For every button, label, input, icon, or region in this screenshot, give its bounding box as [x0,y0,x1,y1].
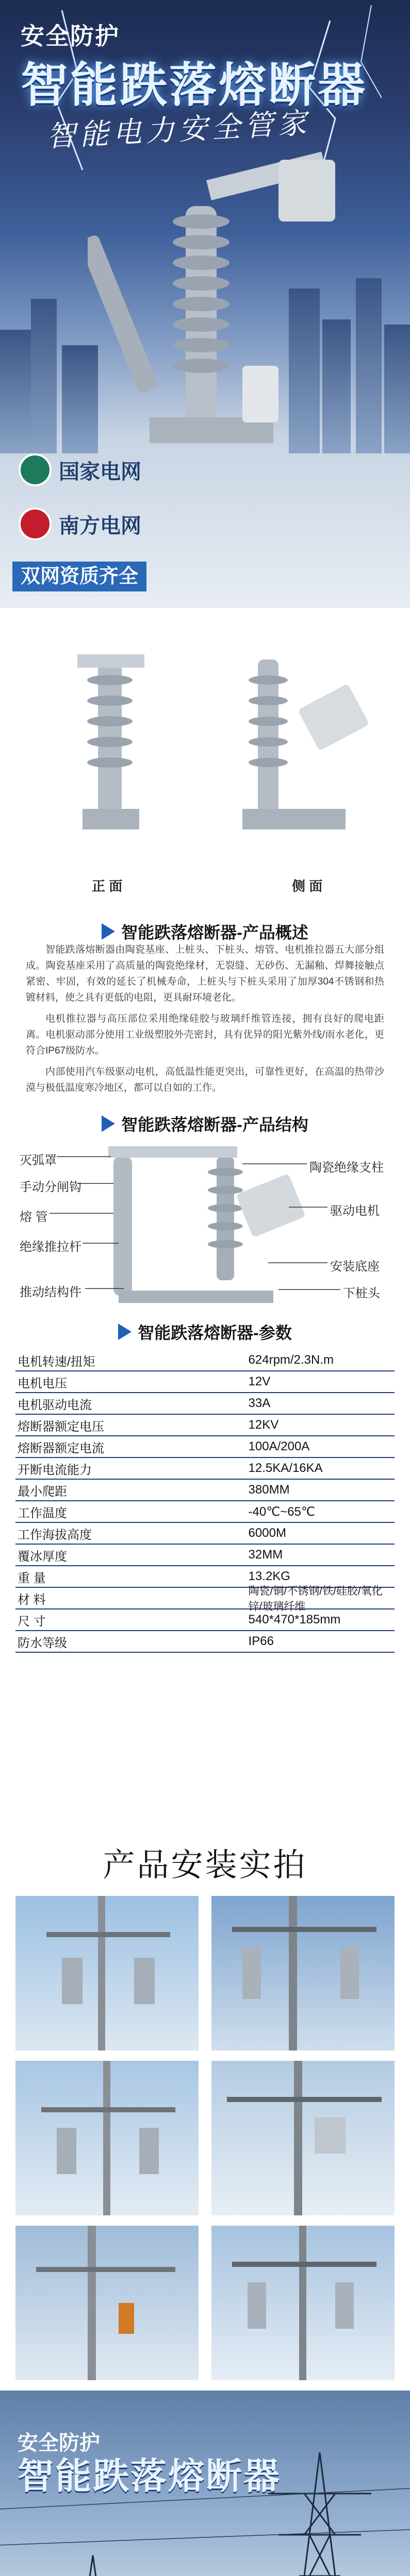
params-title: 智能跌落熔断器-参数 [138,1324,292,1342]
spec-value: 12V [248,1375,271,1388]
spec-row [15,1545,395,1566]
label-manual-hook: 手动分闸钩 [20,1180,81,1194]
hero-title: 智能跌落熔断器 [21,59,368,112]
side-view-image [227,639,392,850]
overview-paragraph: 智能跌落熔断器由陶瓷基座、上桩头、下桩头、熔管、电机推拉器五大部分组成。陶瓷基座采用了高质量的陶瓷绝缘材，无裂缝、无砂伤、无漏釉、焊舞接触点紧密、牢固，有效的延长了机械寿命，上桩头与下桩头采用了加厚304不锈钢和热镀材料，使之具有更低的电阻，更具耐环境老化。 [26,944,384,1003]
label-actuator: 推动结构件 [20,1285,81,1299]
front-view-label: 正 面 [92,878,123,894]
spec-key: 重 量 [18,1571,46,1585]
spec-value: 624rpm/2.3N.m [248,1353,334,1367]
spec-row [15,1609,395,1631]
overview-paragraph: 内部使用汽车级驱动电机，高低温性能更突出，可靠性更好，在高温的热带沙漠与极低温度寒冷地区，都可以自如的工作。 [26,1066,384,1093]
overview-paragraph: 电机推拉器与高压部位采用绝缘硅胶与玻璃纤维管连接，拥有良好的爬电距离。电机驱动部分使用工业级塑胶外壳密封，具有优异的阳光紫外线/雨水老化，更符合IP67级防水。 [26,1013,384,1056]
install-photo [15,1896,199,2050]
label-lower-terminal: 下桩头 [343,1286,380,1300]
spec-row [15,1436,395,1458]
state-grid-logo-icon [19,453,52,486]
spec-value: -40℃~65℃ [248,1504,315,1519]
hero-banner [0,0,410,608]
spec-key: 工作海拔高度 [18,1528,92,1542]
install-photo [211,2226,395,2380]
secondary-banner [0,2391,410,2576]
spec-row [15,1415,395,1436]
banner-tag: 安全防护 [18,2432,100,2454]
banner-title: 智能跌落熔断器 [18,2456,281,2496]
install-photo [211,2061,395,2215]
spec-key: 电机电压 [18,1376,67,1391]
spec-row [15,1458,395,1480]
qualification-band: 双网资质齐全 [12,562,146,591]
install-photo [15,2226,199,2380]
spec-key: 尺 寸 [18,1614,46,1629]
label-insulator-rod: 绝缘推拉杆 [20,1240,81,1254]
label-fuse-tube: 熔 管 [20,1210,48,1224]
south-grid-logo-icon [19,507,52,540]
spec-key: 覆冰厚度 [18,1549,67,1564]
logo-south-grid [19,507,141,540]
spec-key: 防水等级 [18,1636,67,1650]
overview-title: 智能跌落熔断器-产品概述 [121,923,308,942]
install-title: 产品安装实拍 [103,1848,307,1883]
side-view-label: 侧 面 [292,878,323,894]
logo-label: 国家电网 [59,460,141,483]
hero-slogan: 智能电力安全管家 [45,106,311,154]
spec-row [15,1501,395,1523]
front-view-image [41,644,181,850]
spec-row [15,1585,395,1613]
spec-key: 材 料 [18,1592,46,1607]
spec-key: 熔断器额定电压 [18,1419,104,1434]
spec-row [15,1480,395,1501]
label-ceramic-support: 陶瓷绝缘支柱 [309,1161,384,1175]
logo-label: 南方电网 [59,514,141,537]
spec-key: 熔断器额定电流 [18,1441,104,1455]
structure-title: 智能跌落熔断器-产品结构 [121,1115,308,1134]
spec-value: 12KV [248,1418,279,1432]
spec-row [15,1350,395,1371]
spec-key: 最小爬距 [18,1484,67,1499]
install-heading [0,1808,410,1896]
spec-value: 33A [248,1396,271,1410]
spec-key: 工作温度 [18,1506,67,1520]
arrow-right-icon [102,1115,115,1132]
spec-row [15,1631,395,1653]
hero-tag: 安全防护 [21,23,120,49]
label-mount-base: 安装底座 [330,1260,380,1274]
spec-value: 380MM [248,1483,290,1497]
spec-key: 开断电流能力 [18,1463,92,1477]
install-photo [15,2061,199,2215]
spec-key: 电机驱动电流 [18,1398,92,1412]
install-photo [211,1896,395,2050]
params-heading [0,1320,410,1344]
spec-value: 12.5KA/16KA [248,1461,323,1475]
spec-value: 100A/200A [248,1439,310,1453]
spec-value: 6000M [248,1526,286,1540]
logo-state-grid [19,453,141,486]
spec-value: 13.2KG [248,1569,290,1583]
label-arc-hood: 灭弧罩 [20,1154,57,1167]
spec-value: IP66 [248,1634,274,1648]
spec-key: 电机转速/扭矩 [18,1354,95,1369]
spec-value: 32MM [248,1548,283,1562]
label-drive-motor: 驱动电机 [330,1204,380,1218]
spec-value: 540*470*185mm [248,1613,341,1626]
overview-heading [0,920,410,943]
product-views [0,608,410,917]
spec-row [15,1523,395,1545]
spec-row [15,1371,395,1393]
spec-row [15,1393,395,1415]
arrow-right-icon [102,923,115,940]
spec-value: 陶瓷/铜/不锈钢/铁/硅胶/氧化锌/玻璃纤维 [248,1585,383,1613]
spec-table [15,1350,395,1653]
leader-lines [0,1141,410,1311]
structure-heading [0,1112,410,1136]
arrow-right-icon [118,1324,132,1340]
